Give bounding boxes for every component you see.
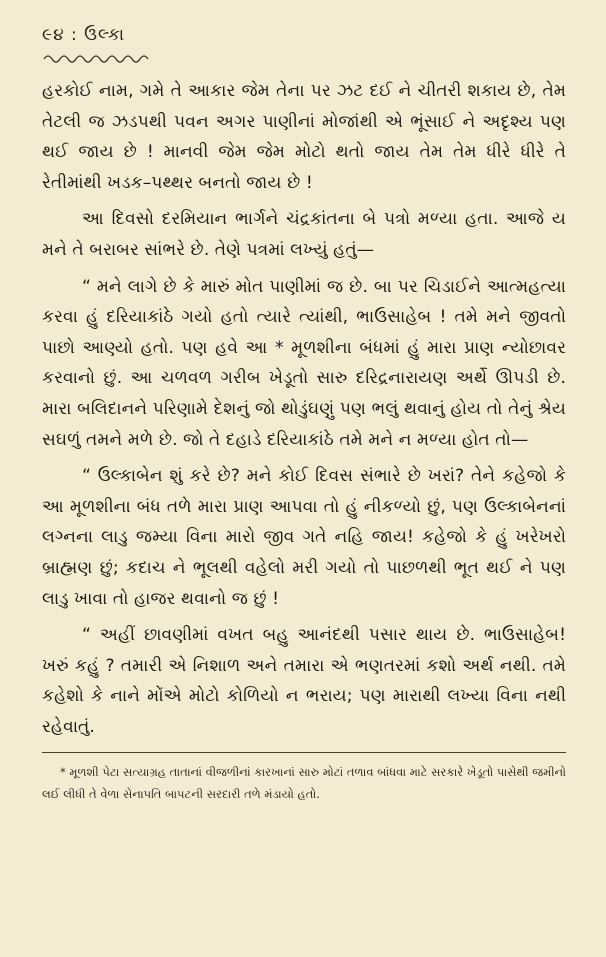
footnote-rule — [42, 752, 566, 753]
running-head: ૯૪ : ઉલ્કા — [42, 25, 125, 45]
paragraph-5: “ અહીં છાવણીમાં વખત બહુ આનંદથી પસાર થાય છે. ભાઉસાહેબ! ખરું કહું ? તમારી એ નિશાળ અને તમારા એ ભણતરમાં કશો અર્થ નથી. તમે કહેશો કે નાને મોંએ મોટો કોળિયો ન ભરાય; પણ મારાથી લખ્યા વિના નથી રહેવાતું. — [42, 625, 566, 737]
footnote: * મૂળશી પેટા સત્યાગ્રહ તાતાનાં વીજળીનાં કારખાનાં સારુ મોટાં તળાવ બાંધવા માટે સરકારે ખેડૂતો પાસેથી જમીનો લઈ લીધી તે વેળા સેનાપતિ બાપટની સરદારી તળે મંડાયો હતો. — [42, 765, 566, 802]
paragraph-2: આ દિવસો દરમિયાન ભાર્ગને ચંદ્રકાંતના બે પત્રો મળ્યા હતા. આજે ય મને તે બરાબર સાંભરે છે. તેણે પત્રમાં લખ્યું હતું— — [42, 209, 566, 260]
ornament-divider — [42, 52, 152, 66]
paragraph-3: “ મને લાગે છે કે મારું મોત પાણીમાં જ છે. બા પર ચિડાઈને આત્મહત્યા કરવા હું દરિયાકાંઠે ગયો હતો ત્યારે ત્યાંથી, ભાઉસાહેબ ! તમે મને જીવતો પાછો આણ્યો હતો. પણ હવે આ * મૂળશીના બંધમાં હું મારા પ્રાણ ન્યોછાવર કરવાનો છું. આ ચળવળ ગરીબ ખેડૂતો સારુ દરિદ્રનારાયણ અર્થે ઊપડી છે. મારા બલિદાનને પરિણામે દેશનું જો થોડુંઘણું પણ ભલું થવાનું હોય તો તેનું શ્રેય સઘળું તમને મળે છે. જો તે દહાડે દરિયાકાંઠે તમે મને ન મળ્યા હોત તો— — [42, 276, 566, 450]
body-text — [42, 76, 566, 742]
paragraph-4: “ ઉલ્કાબેન શું કરે છે? મને કોઈ દિવસ સંભારે છે ખરાં? તેને કહેજો કે આ મૂળશીના બંધ તળે મારા પ્રાણ આપવા તો હું નીકળ્યો છું, પણ ઉલ્કાબેનનાં લગ્નના લાડુ જમ્યા વિના મારો જીવ ગતે નહિ જાય! કહેજો કે હું ખરેખરો બ્રાહ્મણ છું; કદાચ ને ભૂલથી વહેલો મરી ગયો તો પાછળથી ભૂત થઈ ને પણ લાડુ ખાવા તો હાજર થવાનો જ છું ! — [42, 466, 566, 609]
paragraph-1: હરકોઈ નામ, ગમે તે આકાર જેમ તેના પર ઝટ દઈ ને ચીતરી શકાય છે, તેમ તેટલી જ ઝડપથી પવન અગર પાણીનાં મોજાંથી એ ભૂંસાઈ ને અદૃશ્ય પણ થઈ જાય છે ! માનવી જેમ જેમ મોટો થતો જાય તેમ તેમ ધીરે ધીરે તે રેતીમાંથી ખડક–પથ્થર બનતો જાય છે ! — [42, 81, 566, 193]
